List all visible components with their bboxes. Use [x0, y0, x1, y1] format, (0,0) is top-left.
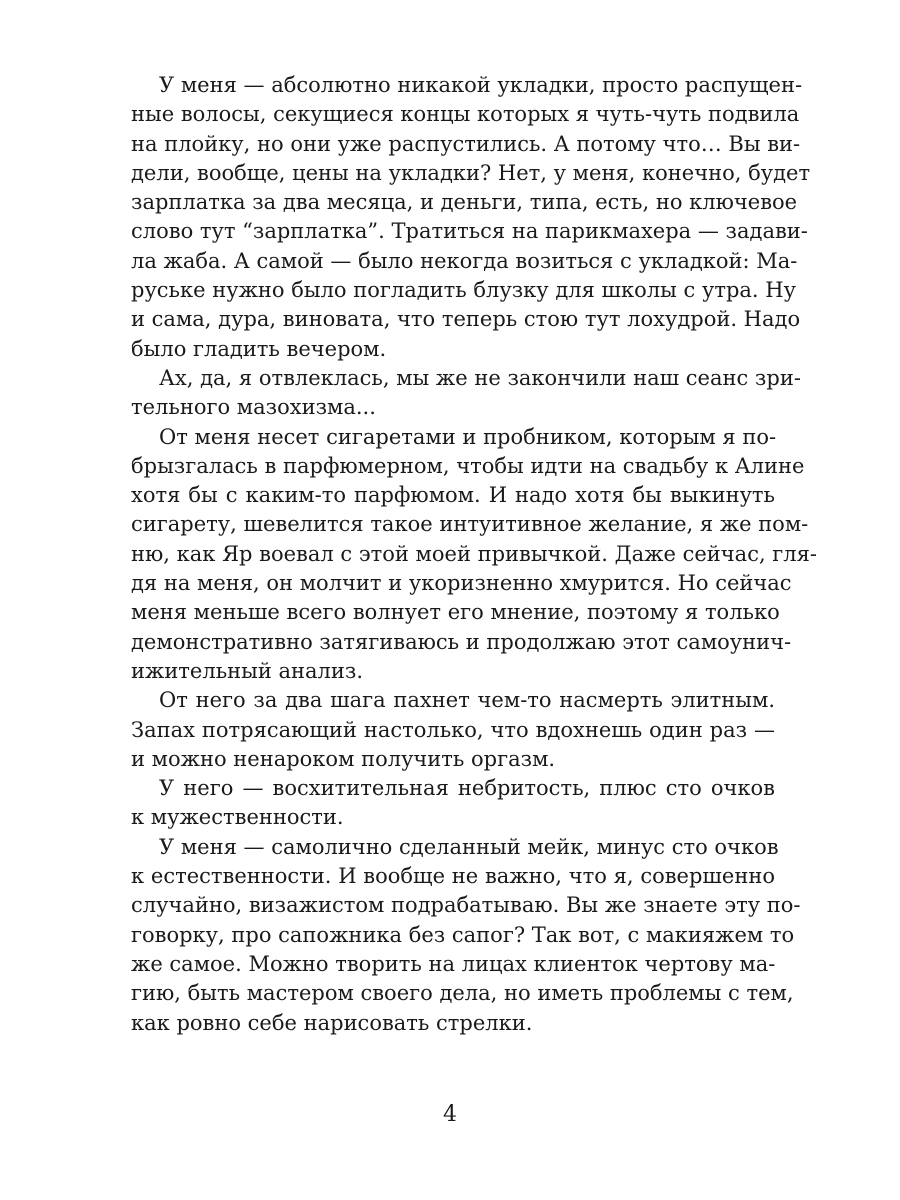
text-line: Запах потрясающий настолько, что вдохнешь один раз — [131, 717, 775, 742]
text-line: сигарету, шевелится такое интуитивное желание, я же пом- [131, 512, 809, 537]
text-line: как ровно себе нарисовать стрелки. [131, 1010, 533, 1035]
text-line: У меня — абсолютно никакой укладки, просто распущен- [159, 73, 803, 97]
text-line: От него за два шага пахнет чем-то насмерть элитным. [159, 688, 775, 713]
text-line: ню, как Яр воевал с этой моей привычкой. Даже сейчас, гля- [131, 541, 817, 566]
text-line: тельного мазохизма... [131, 395, 376, 420]
text-line: на плойку, но они уже распустились. А потому что… Вы ви- [131, 131, 801, 156]
text-line: говорку, про сапожника без сапог? Так вот, с макияжем то [131, 922, 795, 947]
text-line: ла жаба. А самой — было некогда возиться с укладкой: Ма- [131, 248, 798, 273]
text-line: зарплатка за два месяца, и деньги, типа, есть, но ключевое [131, 190, 798, 215]
text-line: слово тут “зарплатка”. Тратиться на парикмахера — задави- [131, 219, 808, 244]
text-line: к мужественности. [131, 805, 344, 830]
body-text [131, 71, 817, 1038]
text-line: дели, вообще, цены на укладки? Нет, у меня, конечно, будет [131, 160, 811, 185]
text-line: ижительный анализ. [131, 658, 364, 683]
text-line: От меня несет сигаретами и пробником, которым я по- [159, 424, 777, 449]
text-line: демонстративно затягиваюсь и продолжаю этот самоунич- [131, 629, 792, 654]
text-line: меня меньше всего волнует его мнение, поэтому я только [131, 600, 780, 625]
text-line: руське нужно было погладить блузку для школы с утра. Ну [131, 278, 796, 303]
text-line: и сама, дура, виновата, что теперь стою тут лохудрой. Надо [131, 307, 801, 332]
text-line: случайно, визажистом подрабатываю. Вы же знаете эту по- [131, 893, 801, 918]
text-line: было гладить вечером. [131, 336, 387, 361]
text-line: гию, быть мастером своего дела, но иметь проблемы с тем, [131, 981, 794, 1006]
page-number: 4 [443, 1102, 457, 1127]
text-line: к естественности. И вообще не важно, что я, совершенно [131, 864, 775, 889]
text-line: дя на меня, он молчит и укоризненно хмурится. Но сейчас [131, 571, 792, 596]
text-line: Ах, да, я отвлеклась, мы же не закончили наш сеанс зри- [159, 365, 801, 390]
text-line: же самое. Можно творить на лицах клиенток чертову ма- [131, 951, 776, 976]
text-line: У меня — самолично сделанный мейк, минус сто очков [159, 834, 779, 859]
text-line: брызгалась в парфюмерном, чтобы идти на свадьбу к Алине [131, 453, 805, 478]
text-line: и можно ненароком получить оргазм. [131, 746, 556, 771]
text-line: хотя бы с каким-то парфюмом. И надо хотя бы выкинуть [131, 483, 775, 508]
text-line: ные волосы, секущиеся концы которых я чуть-чуть подвила [131, 102, 800, 127]
text-line: У него — восхитительная небритость, плюс сто очков [159, 776, 775, 801]
